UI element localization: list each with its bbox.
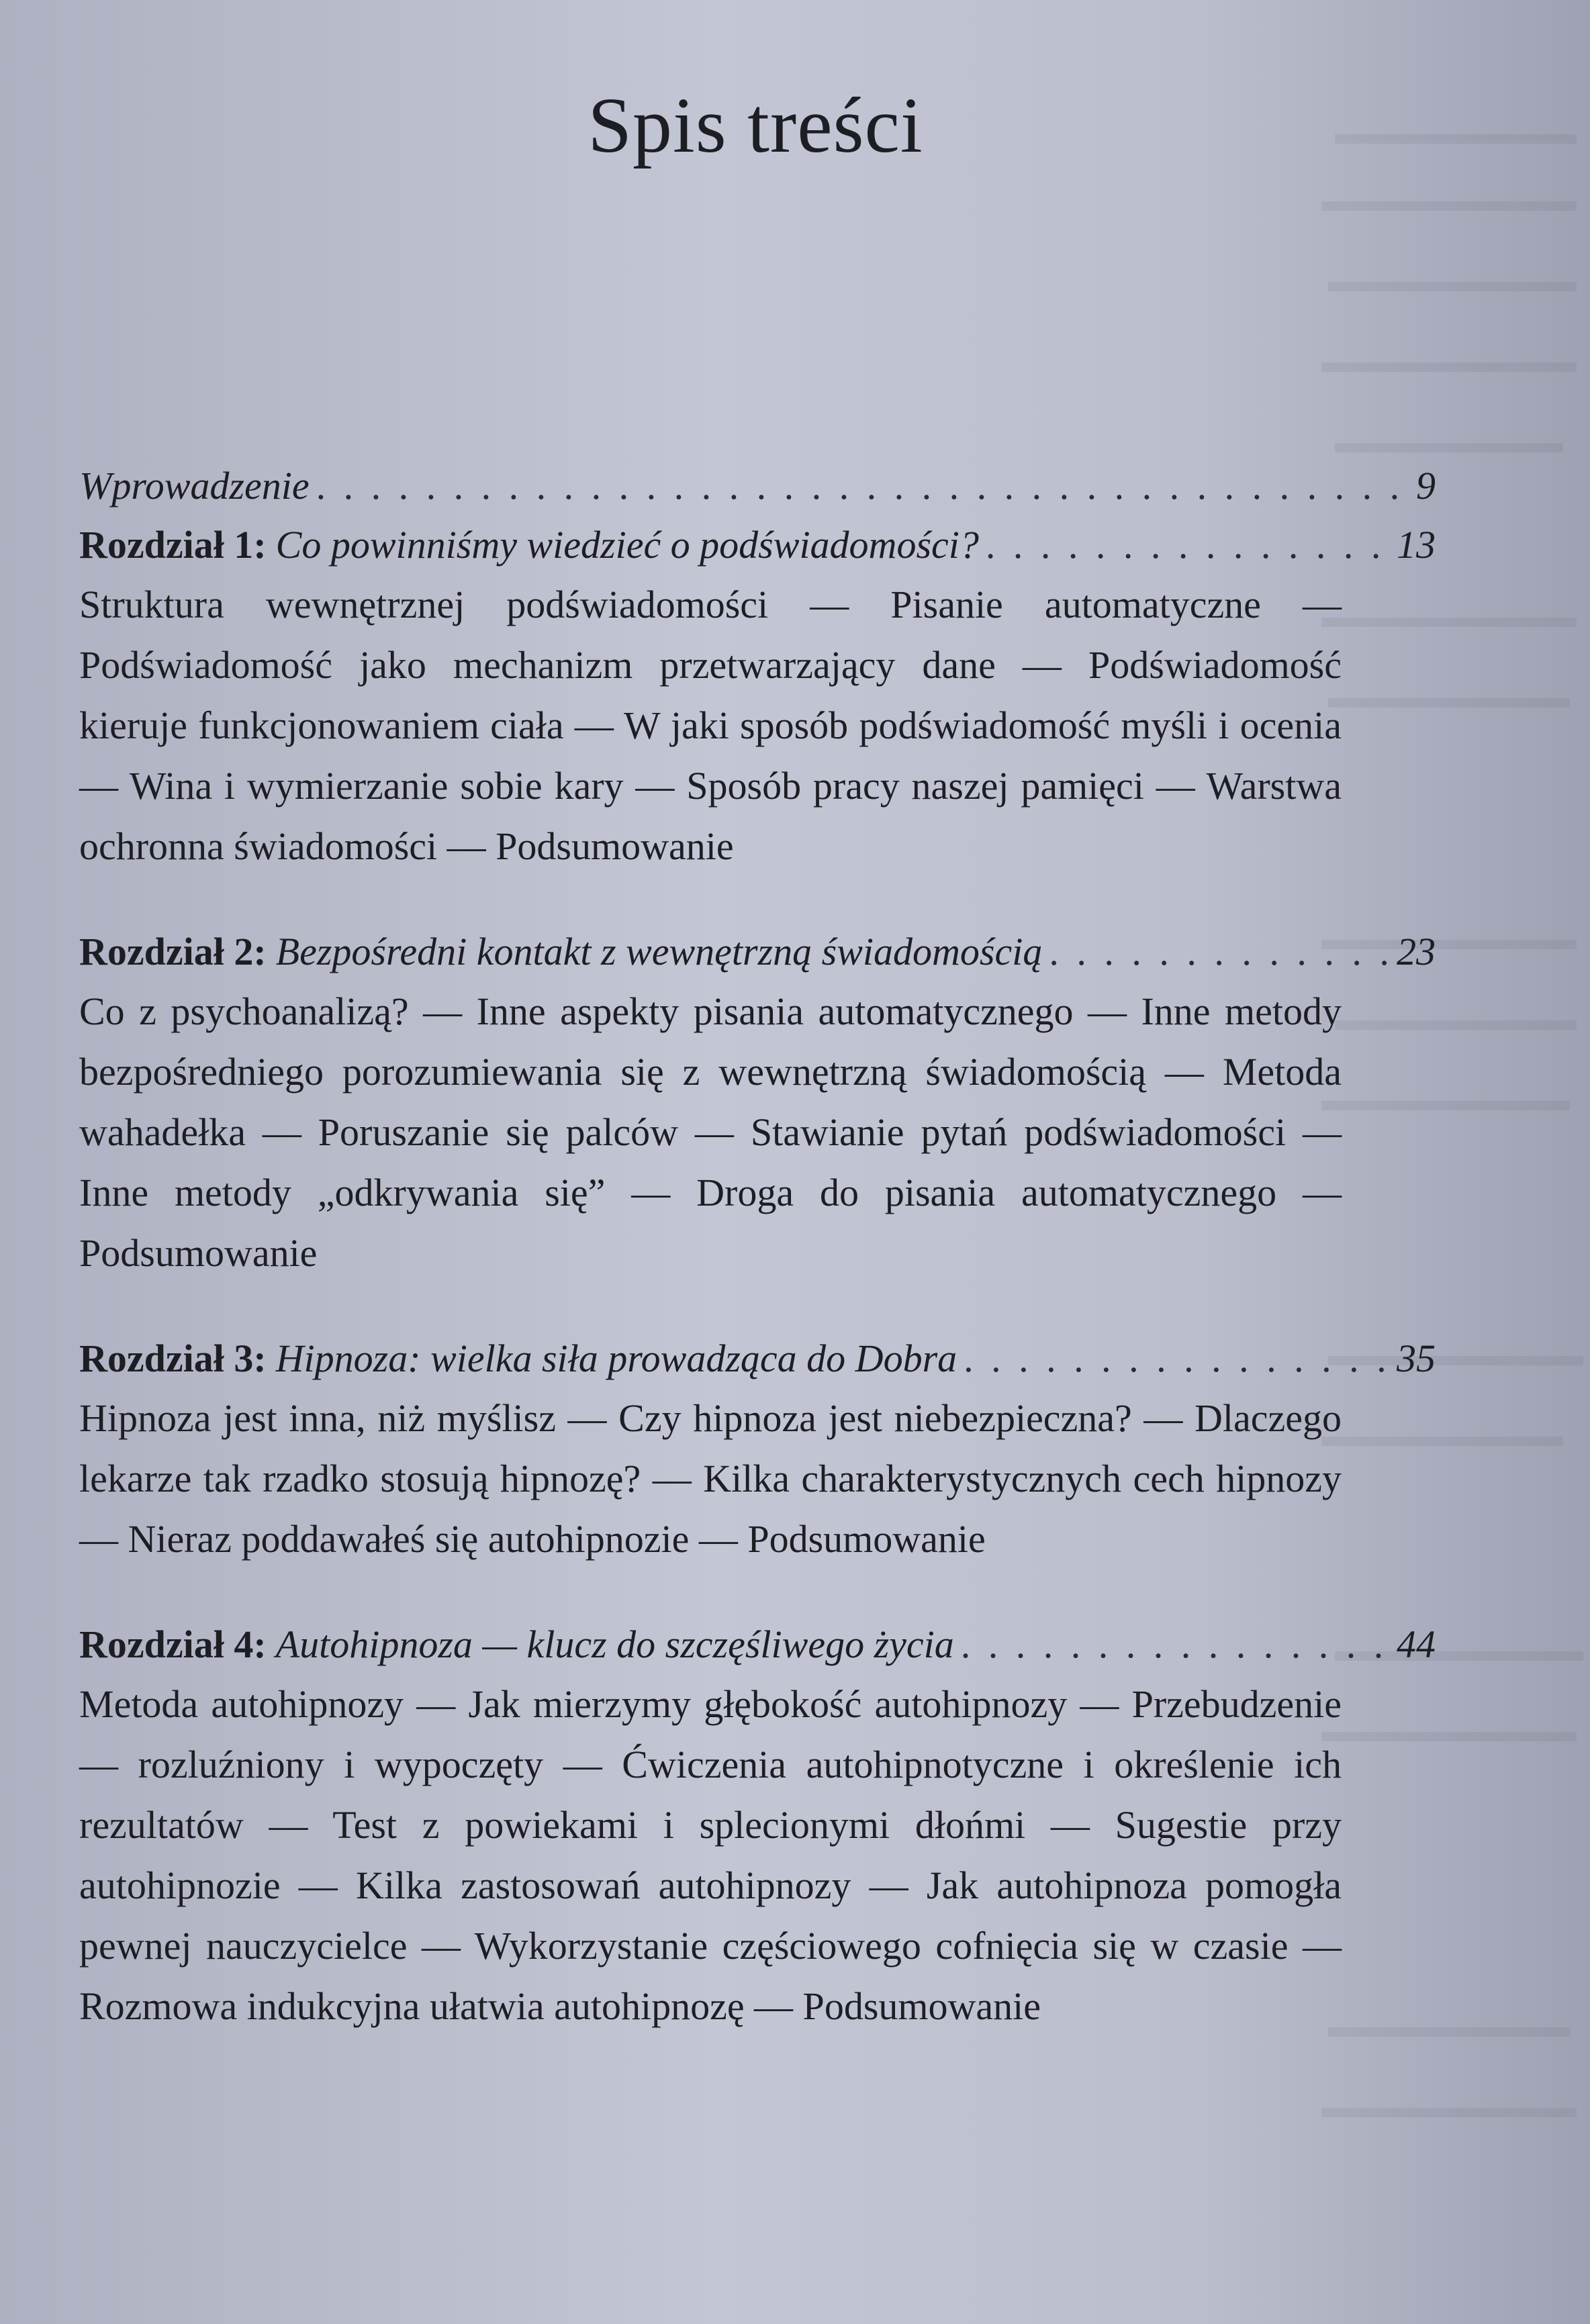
chapter-label: Rozdział 3: [79, 1337, 267, 1380]
dot-leader [316, 456, 1411, 516]
table-of-contents [79, 456, 1436, 2082]
toc-entry-introduction [79, 456, 1436, 516]
toc-page-number: 44 [1397, 1623, 1436, 1666]
chapter-label: Rozdział 1: [79, 523, 267, 567]
toc-entry-chapter-1 [79, 516, 1436, 877]
toc-entry-heading [79, 922, 1436, 981]
chapter-title: Hipnoza: wielka siła prowadząca do Dobra [275, 1337, 957, 1380]
page-title: Spis treści [588, 81, 923, 170]
chapter-summary: Metoda autohipnozy — Jak mierzymy głębokość autohipnozy — Przebudzenie — rozluźniony i wypoczęty — Ćwiczenia autohipnotyczne i określenie ich rezultatów — Test z powiekami i splecionymi dłońmi — Sugestie przy autohipnozie — Kilka zastosowań autohipnozy — Jak autohipnoza pomogła pewnej nauczycielce — Wykorzystanie częściowego cofnięcia się w czasie — Rozmowa indukcyjna ułatwia autohipnozę — Podsumowanie [79, 1682, 1342, 2028]
toc-page-number: 23 [1397, 930, 1436, 973]
chapter-summary: Co z psychoanalizą? — Inne aspekty pisania automatycznego — Inne metody bezpośredniego porozumiewania się z wewnętrzną świadomością — Metoda wahadełka — Poruszanie się palców — Stawianie pytań podświadomości — Inne metody „odkrywania się” — Droga do pisania automatycznego — Podsumowanie [79, 989, 1342, 1275]
toc-entry-heading [79, 516, 1436, 575]
toc-entry-chapter-3 [79, 1329, 1436, 1569]
toc-entry-heading [79, 456, 1436, 516]
chapter-label: Rozdział 4: [79, 1623, 267, 1666]
chapter-label: Rozdział 2: [79, 930, 267, 973]
toc-entry-chapter-2 [79, 922, 1436, 1284]
dot-leader [986, 516, 1391, 575]
chapter-title: Bezpośredni kontakt z wewnętrzną świadomością [275, 930, 1043, 973]
toc-page-number: 9 [1416, 464, 1436, 507]
chapter-summary: Struktura wewnętrznej podświadomości — Pisanie automatyczne — Podświadomość jako mechanizm przetwarzający dane — Podświadomość kieruje funkcjonowaniem ciała — W jaki sposób podświadomość myśli i ocenia — Wina i wymierzanie sobie kary — Sposób pracy naszej pamięci — Warstwa ochronna świadomości — Podsumowanie [79, 583, 1342, 868]
chapter-title: Autohipnoza — klucz do szczęśliwego życia [275, 1623, 954, 1666]
dot-leader [964, 1329, 1391, 1388]
dot-leader [961, 1615, 1391, 1674]
toc-page-number: 35 [1397, 1337, 1436, 1380]
toc-entry-heading [79, 1329, 1436, 1388]
dot-leader [1049, 922, 1391, 981]
toc-entry-title: Wprowadzenie [79, 464, 310, 507]
toc-entry-heading [79, 1615, 1436, 1674]
toc-page-number: 13 [1397, 523, 1436, 567]
chapter-summary: Hipnoza jest inna, niż myślisz — Czy hipnoza jest niebezpieczna? — Dlaczego lekarze tak rzadko stosują hipnozę? — Kilka charakterystycznych cech hipnozy — Nieraz poddawałeś się autohipnozie — Podsumowanie [79, 1396, 1342, 1561]
chapter-title: Co powinniśmy wiedzieć o podświadomości? [275, 523, 979, 567]
toc-entry-chapter-4 [79, 1615, 1436, 2037]
